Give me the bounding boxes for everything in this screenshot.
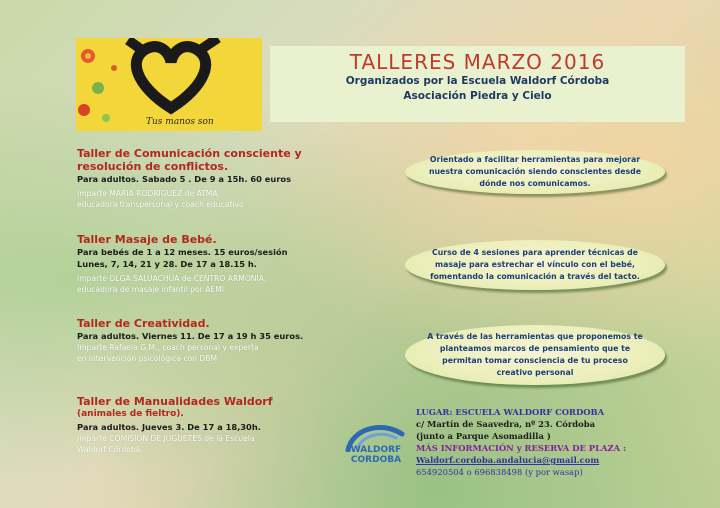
workshop-teacher: Imparte COMISION DE JUGUETES de la Escuela [77, 434, 255, 443]
logo-text-line1: WALDORF [350, 445, 402, 455]
bubble-line: fomentando la comunicación a través del tacto. [430, 272, 640, 281]
more-info-label: MÁS INFORMACIÓN y RESERVA DE PLAZA : [416, 443, 627, 453]
workshop-title: resolución de conflictos. [77, 160, 229, 173]
workshop-info: Para adultos. Jueves 3. De 17 a 18,30h. [77, 422, 261, 432]
workshop-teacher: Waldorf Córdoba. [77, 445, 143, 454]
description-bubble-creativity [405, 325, 665, 385]
photo-caption: Tus manos son [146, 117, 214, 127]
workshop-info: Para adultos. Viernes 11. De 17 a 19 h 35 euros. [77, 331, 304, 341]
venue-label: LUGAR: ESCUELA WALDORF CORDOBA [416, 407, 605, 417]
bubble-line: dónde nos comunicamos. [479, 179, 591, 188]
workshop-title: Taller de Creatividad. [77, 317, 210, 330]
workshop-teacher: Imparte Rafaela G.M., coach personal y experta [77, 343, 259, 352]
bubble-line: nuestra comunicación siendo conscientes desde [428, 167, 642, 176]
workshop-title: Taller Masaje de Bebé. [77, 233, 217, 246]
header-box [270, 46, 685, 122]
workshop-teacher: en intervención psicológica con DBM [77, 354, 218, 363]
waldorf-cordoba-logo [340, 422, 412, 472]
workshop-communication [77, 147, 339, 210]
workshop-creativity [77, 317, 339, 364]
workshop-teacher: Imparte OLGA SALUACHUA de CENTRO ARMONIA, [77, 274, 267, 283]
workshop-teacher: educadora transpersonal y coach educativo [77, 200, 244, 209]
bubble-line: Curso de 4 sesiones para aprender técnicas de [432, 248, 638, 257]
description-bubble-baby-massage [405, 240, 665, 290]
workshop-info: Para bebés de 1 a 12 meses. 15 euros/sesión [77, 247, 288, 257]
header-association: Asociación Piedra y Cielo [403, 90, 552, 102]
bubble-line: creativo personal [496, 368, 574, 377]
workshop-crafts [77, 395, 339, 455]
bubble-line: permitan tomar consciencia de tu proceso [442, 356, 628, 365]
workshop-teacher: Imparte MARIA RODRIGUEZ de ATMA, [77, 189, 220, 198]
workshop-title: Taller de Comunicación consciente y [77, 147, 302, 160]
venue-address: c/ Martín de Saavedra, nº 23. Córdoba [416, 419, 596, 429]
heart-hands-photo [76, 38, 262, 131]
page-title: TALLERES MARZO 2016 [349, 50, 606, 74]
workshop-baby-massage [77, 233, 339, 295]
workshop-subtitle: (animales de fieltro). [77, 409, 184, 419]
header-organizer: Organizados por la Escuela Waldorf Córdoba [345, 75, 610, 87]
contact-email-link[interactable]: Waldorf.cordoba.andalucia@gmail.com [416, 455, 600, 465]
contact-phones: 654920504 o 696838498 (y por wasap) [416, 467, 583, 477]
workshop-title: Taller de Manualidades Waldorf [77, 395, 273, 408]
bubble-line: Orientado a facilitar herramientas para mejorar [429, 155, 641, 164]
bubble-line: planteamos marcos de pensamiento que te [439, 344, 631, 353]
workshop-info: Para adultos. Sabado 5 . De 9 a 15h. 60 euros [77, 174, 292, 184]
description-bubble-communication [405, 150, 665, 194]
contact-block [416, 406, 686, 478]
bubble-line: A través de las herramientas que proponemos te [427, 332, 643, 341]
bubble-line: masaje para estrechar el vínculo con el bebé, [435, 260, 635, 269]
workshop-teacher: educadora de masaje infantil por AEMI [77, 285, 225, 294]
workshop-info: Lunes, 7, 14, 21 y 28. De 17 a 18.15 h. [77, 259, 257, 269]
logo-text-line2: CORDOBA [350, 455, 402, 465]
venue-landmark: (junto a Parque Asomadilla ) [416, 431, 551, 441]
